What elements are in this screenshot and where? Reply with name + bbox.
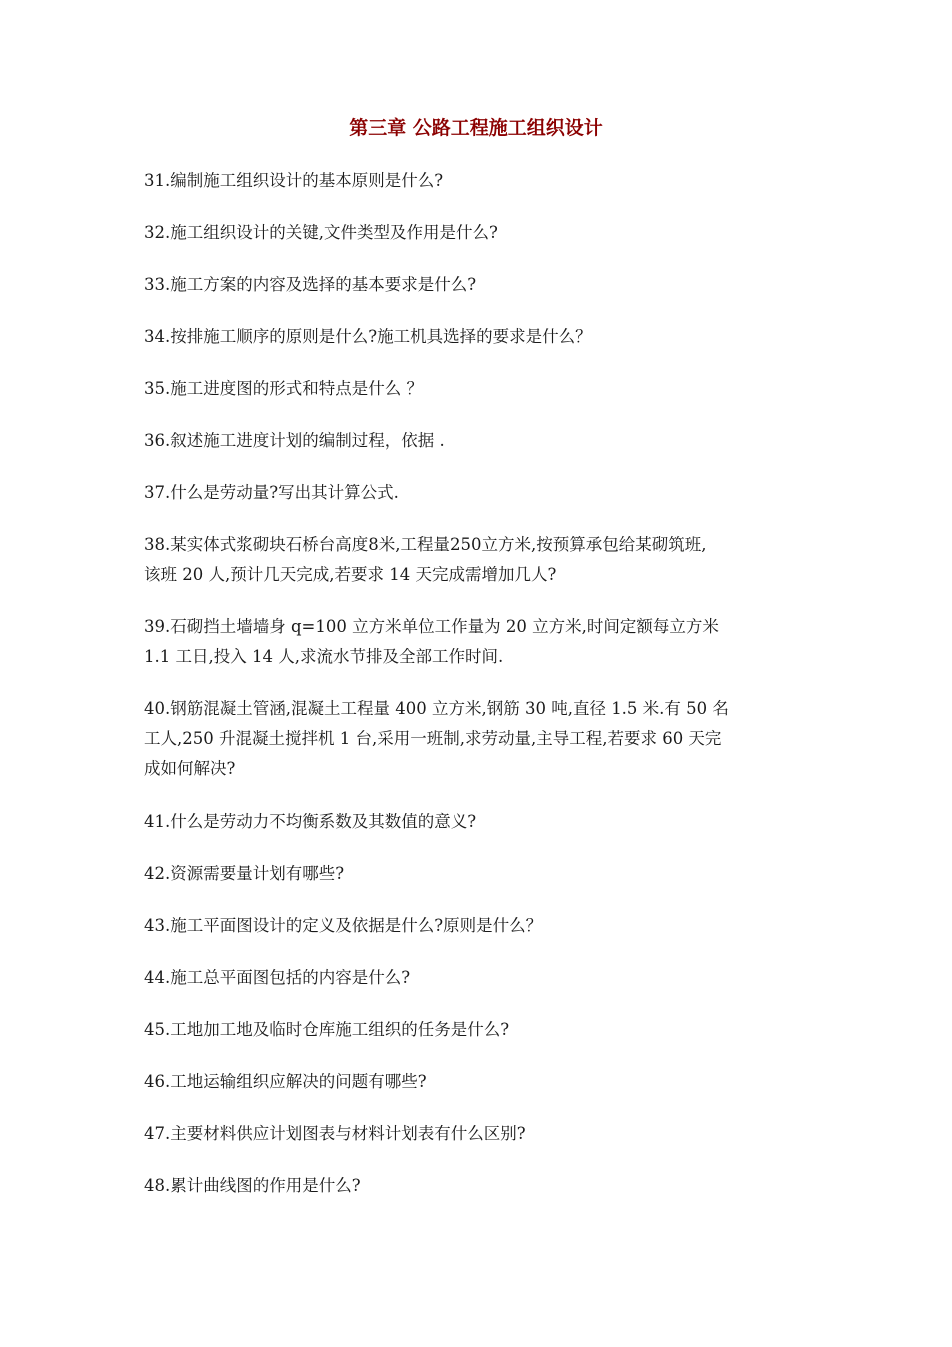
- question-line: 47.主要材料供应计划图表与材料计划表有什么区别?: [144, 1124, 526, 1143]
- question-line: 41.什么是劳动力不均衡系数及其数值的意义?: [144, 812, 477, 831]
- question-42: [144, 859, 824, 889]
- question-line: 35.施工进度图的形式和特点是什么 ？: [144, 379, 423, 398]
- question-line: 31.编制施工组织设计的基本原则是什么?: [144, 171, 444, 190]
- question-40: [144, 694, 824, 784]
- question-line: 48.累计曲线图的作用是什么?: [144, 1176, 361, 1195]
- question-45: [144, 1015, 824, 1045]
- question-line: 36.叙述施工进度计划的编制过程，依据 .: [144, 431, 445, 450]
- question-line: 43.施工平面图设计的定义及依据是什么?原则是什么？: [144, 916, 543, 935]
- question-32: [144, 218, 824, 248]
- question-41: [144, 807, 824, 837]
- question-line: 44.施工总平面图包括的内容是什么?: [144, 968, 411, 987]
- question-36: [144, 426, 824, 456]
- question-line: 33.施工方案的内容及选择的基本要求是什么?: [144, 275, 477, 294]
- chapter-title: 第三章 公路工程施工组织设计: [349, 117, 603, 139]
- question-line: 32.施工组织设计的关键,文件类型及作用是什么?: [144, 223, 498, 242]
- question-line: 1.1 工日,投入 14 人,求流水节排及全部工作时间.: [144, 647, 504, 666]
- question-line: 46.工地运输组织应解决的问题有哪些?: [144, 1072, 427, 1091]
- question-line: 40.钢筋混凝土管涵,混凝土工程量 400 立方米,钢筋 30 吨,直径 1.5 米.有 50 名: [144, 699, 729, 718]
- question-line: 39.石砌挡土墙墙身 q=100 立方米单位工作量为 20 立方米,时间定额每立方米: [144, 617, 719, 636]
- question-46: [144, 1067, 824, 1097]
- question-39: [144, 612, 824, 672]
- question-line: 成如何解决?: [144, 759, 236, 778]
- question-38: [144, 530, 824, 590]
- question-34: [144, 322, 824, 352]
- question-line: 34.按排施工顺序的原则是什么?施工机具选择的要求是什么？: [144, 327, 592, 346]
- question-line: 38.某实体式浆砌块石桥台高度8米,工程量250立方米,按预算承包给某砌筑班,: [144, 535, 707, 554]
- question-33: [144, 270, 824, 300]
- question-44: [144, 963, 824, 993]
- question-43: [144, 911, 824, 941]
- question-line: 45.工地加工地及临时仓库施工组织的任务是什么?: [144, 1020, 510, 1039]
- question-37: [144, 478, 824, 508]
- question-line: 该班 20 人,预计几天完成,若要求 14 天完成需增加几人?: [144, 565, 557, 584]
- question-47: [144, 1119, 824, 1149]
- question-line: 37.什么是劳动量?写出其计算公式.: [144, 483, 399, 502]
- question-line: 42.资源需要量计划有哪些?: [144, 864, 345, 883]
- question-31: [144, 166, 824, 196]
- question-line: 工人,250 升混凝土搅拌机 1 台,采用一班制,求劳动量,主导工程,若要求 60 天完: [144, 729, 722, 748]
- question-48: [144, 1171, 824, 1201]
- question-35: [144, 374, 824, 404]
